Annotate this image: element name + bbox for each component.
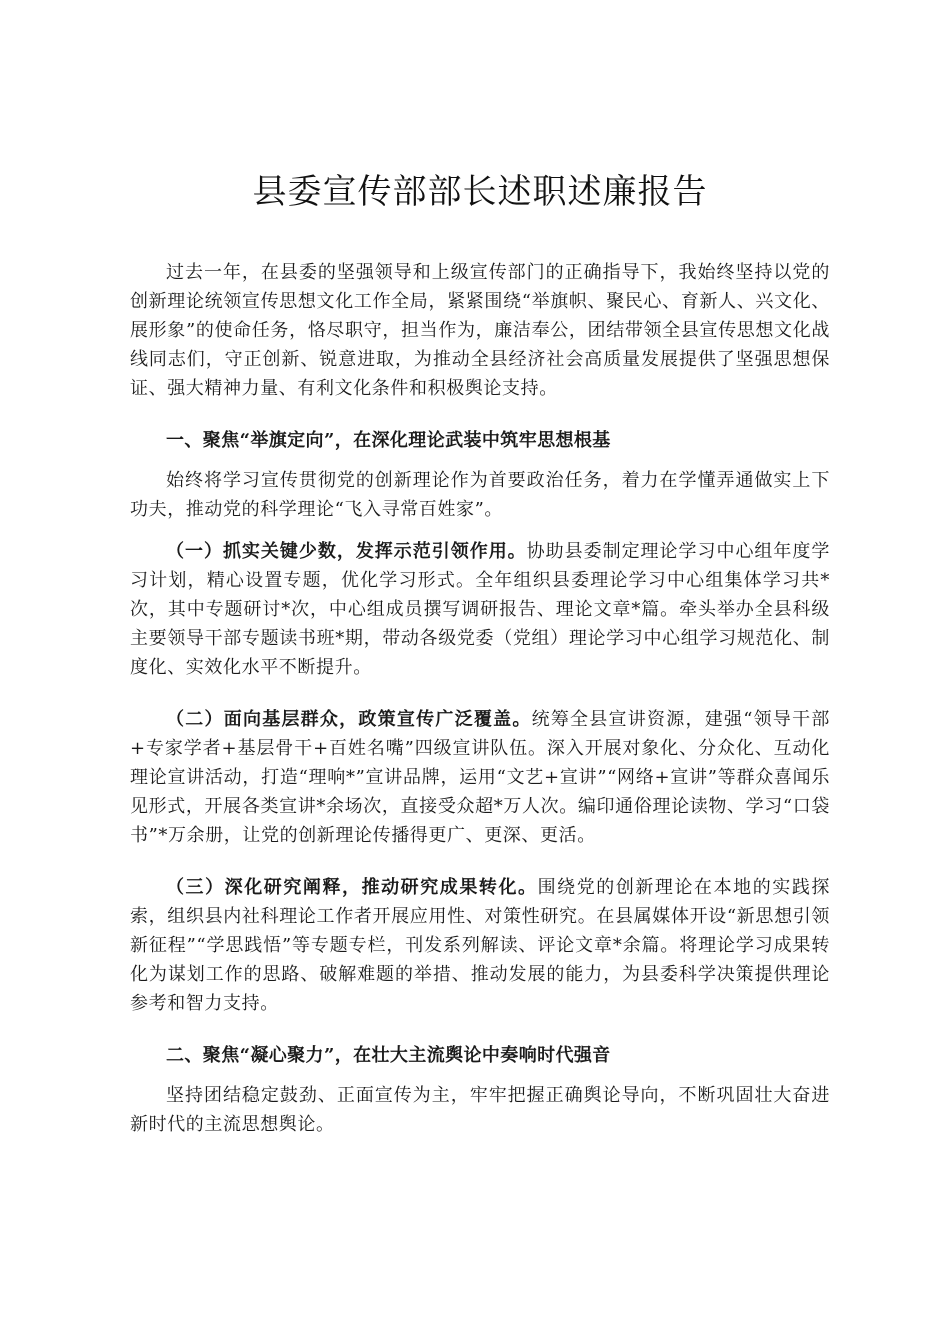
item-1-lead: （一）抓实关键少数，发挥示范引领作用。 bbox=[166, 541, 527, 562]
section-1-item-3 bbox=[130, 873, 830, 1018]
item-1-body: 协助县委制定理论学习中心组年度学习计划，精心设置专题，优化学习形式。全年组织县委理论学习中心组集体学习共*次，其中专题研讨*次，中心组成员撰写调研报告、理论文章*篇。牵头举办全县科级主要领导干部专题读书班*期，带动各级党委（党组）理论学习中心组学习规范化、制度化、实效化水平不断提升。 bbox=[130, 541, 830, 678]
section-1-item-1 bbox=[130, 537, 830, 682]
section-1-summary: 始终将学习宣传贯彻党的创新理论作为首要政治任务，着力在学懂弄通做实上下功夫，推动党的科学理论“飞入寻常百姓家”。 bbox=[130, 470, 830, 520]
section-2-summary: 坚持团结稳定鼓劲、正面宣传为主，牢牢把握正确舆论导向，不断巩固壮大奋进新时代的主流思想舆论。 bbox=[130, 1085, 830, 1135]
section-2-heading: 二、聚焦“凝心聚力”，在壮大主流舆论中奏响时代强音 bbox=[166, 1045, 611, 1066]
section-1-item-2 bbox=[130, 705, 830, 850]
item-3-body: 围绕党的创新理论在本地的实践探索，组织县内社科理论工作者开展应用性、对策性研究。在县属媒体开设“新思想引领新征程”“学思践悟”等专题专栏，刊发系列解读、评论文章*余篇。将理论学习成果转化为谋划工作的思路、破解难题的举措、推动发展的能力，为县委科学决策提供理论参考和智力支持。 bbox=[130, 877, 830, 1014]
document-title: 县委宣传部部长述职述廉报告 bbox=[252, 172, 708, 212]
item-2-body: 统筹全县宣讲资源，建强“领导干部+专家学者+基层骨干+百姓名嘴”四级宣讲队伍。深入开展对象化、分众化、互动化理论宣讲活动，打造“理响*”宣讲品牌，运用“文艺+宣讲”“网络+宣讲”等群众喜闻乐见形式，开展各类宣讲*余场次，直接受众超*万人次。编印通俗理论读物、学习“口袋书”*万余册，让党的创新理论传播得更广、更深、更活。 bbox=[130, 709, 830, 846]
item-3-lead: （三）深化研究阐释，推动研究成果转化。 bbox=[166, 877, 538, 898]
item-2-lead: （二）面向基层群众，政策宣传广泛覆盖。 bbox=[166, 709, 532, 730]
intro-paragraph: 过去一年，在县委的坚强领导和上级宣传部门的正确指导下，我始终坚持以党的创新理论统领宣传思想文化工作全局，紧紧围绕“举旗帜、聚民心、育新人、兴文化、展形象”的使命任务，恪尽职守，担当作为，廉洁奉公，团结带领全县宣传思想文化战线同志们，守正创新、锐意进取，为推动全县经济社会高质量发展提供了坚强思想保证、强大精神力量、有利文化条件和积极舆论支持。 bbox=[130, 262, 830, 399]
section-1-heading: 一、聚焦“举旗定向”，在深化理论武装中筑牢思想根基 bbox=[166, 430, 611, 451]
